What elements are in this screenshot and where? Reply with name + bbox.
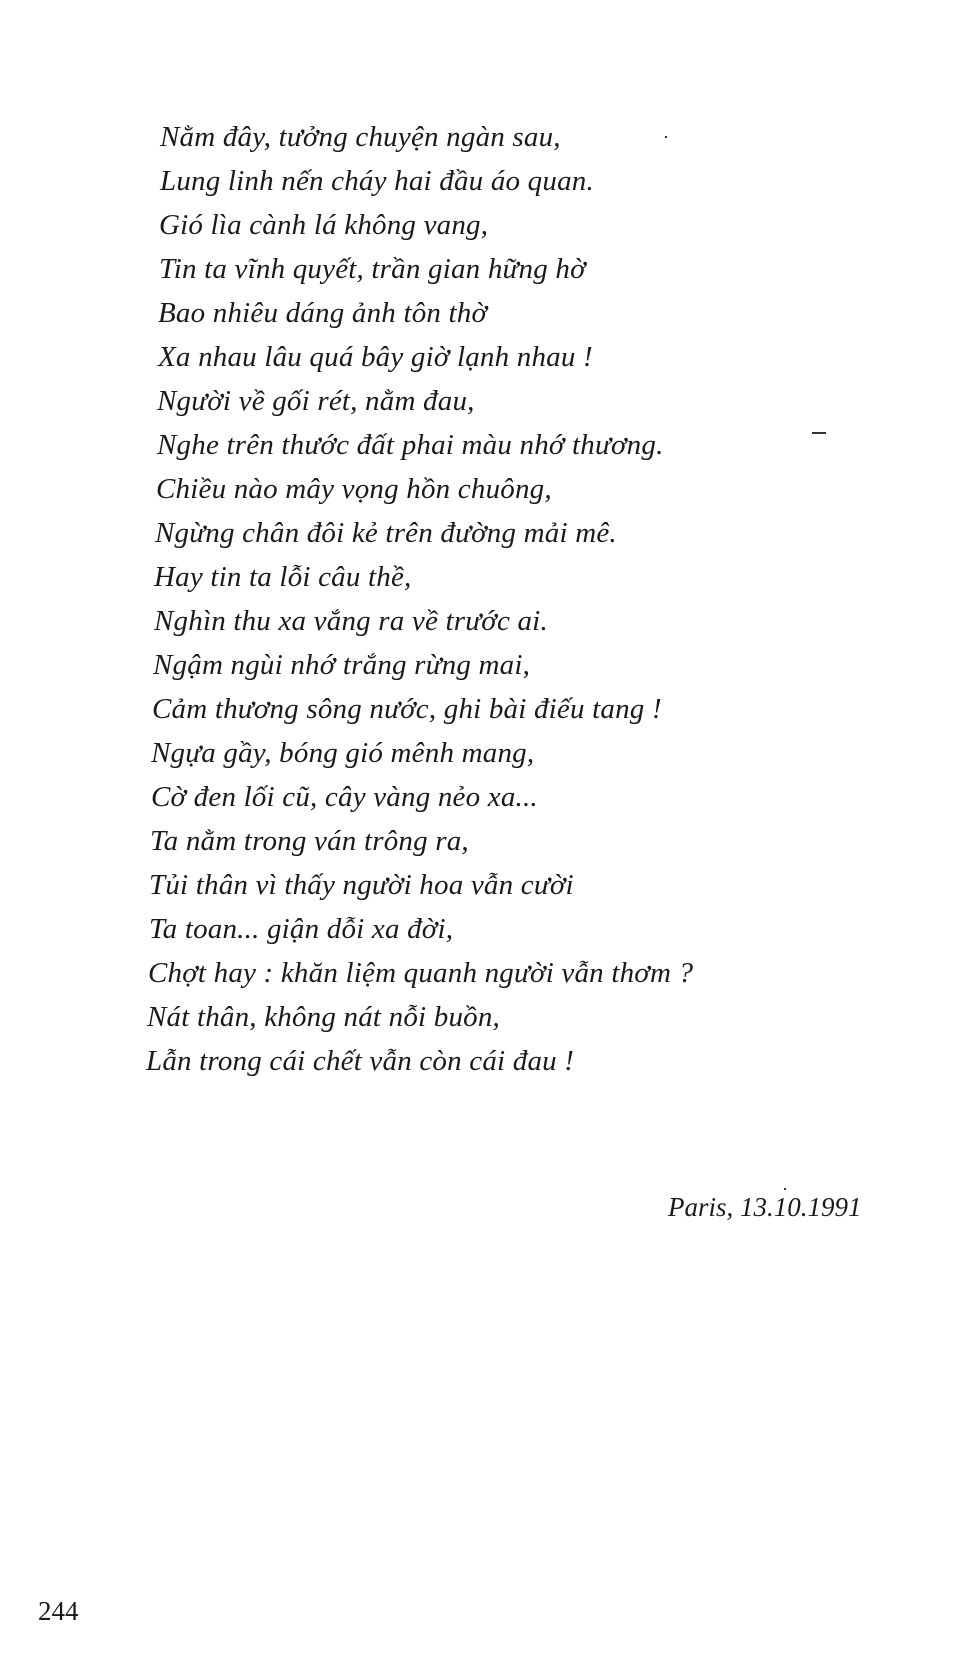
poem-line: Tủi thân vì thấy người hoa vẫn cười [149, 869, 574, 901]
poem-line: Cờ đen lối cũ, cây vàng nẻo xa... [151, 781, 538, 813]
poem-line: Nghìn thu xa vắng ra về trước ai. [154, 605, 548, 637]
poem-line: Hay tin ta lỗi câu thề, [154, 561, 412, 593]
poem-line: Ta nằm trong ván trông ra, [150, 825, 469, 857]
scan-speck [665, 136, 667, 138]
poem-line: Chiều nào mây vọng hồn chuông, [156, 473, 552, 505]
poem-line: Nát thân, không nát nỗi buồn, [147, 1001, 500, 1033]
poem-line: Bao nhiêu dáng ảnh tôn thờ [158, 297, 488, 329]
poem-line: Ngừng chân đôi kẻ trên đường mải mê. [155, 517, 617, 549]
poem-line: Gió lìa cành lá không vang, [159, 209, 489, 241]
poem-line: Người về gối rét, nằm đau, [157, 385, 475, 417]
poem-line: Tin ta vĩnh quyết, trần gian hững hờ [159, 253, 586, 285]
poem-line: Ngựa gầy, bóng gió mênh mang, [151, 737, 535, 769]
poem-line: Ngậm ngùi nhớ trắng rừng mai, [153, 649, 531, 681]
scan-speck [784, 1188, 786, 1190]
scan-speck [812, 432, 826, 434]
poem-line: Nằm đây, tưởng chuyện ngàn sau, [160, 121, 561, 153]
poem-line: Lung linh nến cháy hai đầu áo quan. [160, 165, 594, 197]
poem-line: Lẫn trong cái chết vẫn còn cái đau ! [146, 1045, 575, 1077]
page-number: 244 [38, 1596, 79, 1626]
poem-line: Xa nhau lâu quá bây giờ lạnh nhau ! [158, 341, 593, 373]
poem-line: Nghe trên thước đất phai màu nhớ thương. [157, 429, 664, 461]
poem-line: Ta toan... giận dỗi xa đời, [149, 913, 454, 945]
poem-place-date: Paris, 13.10.1991 [668, 1192, 862, 1222]
poem-line: Chợt hay : khăn liệm quanh người vẫn thơm ? [148, 957, 694, 989]
poem-line: Cảm thương sông nước, ghi bài điếu tang ! [152, 693, 662, 725]
